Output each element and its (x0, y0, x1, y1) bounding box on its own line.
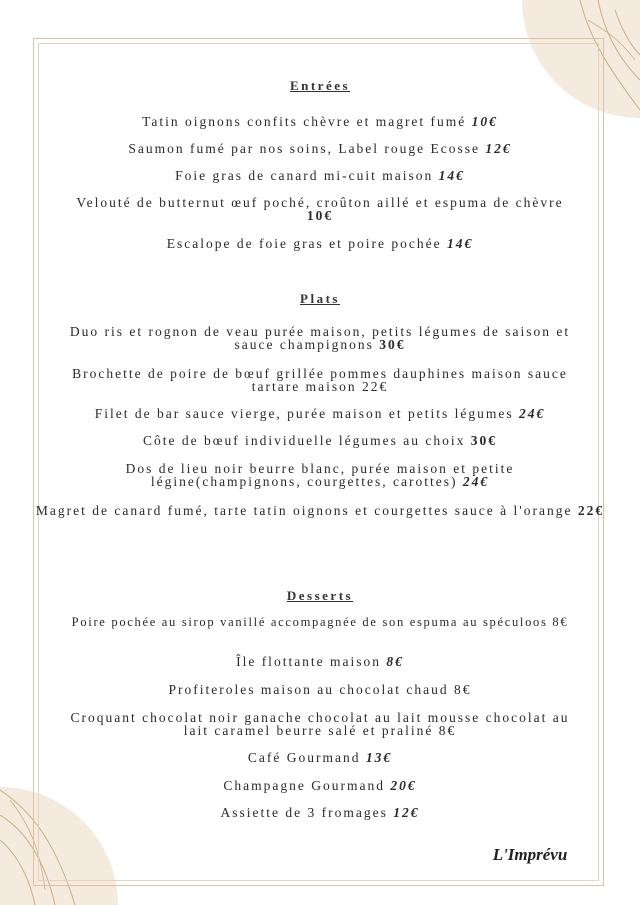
item-name: Escalope de foie gras et poire pochée (166, 236, 442, 251)
item-name: Champagne Gourmand (223, 778, 385, 793)
menu-item (40, 806, 600, 819)
item-name: Saumon fumé par nos soins, Label rouge Ecosse (128, 141, 481, 156)
item-name: Poire pochée au sirop vanillé accompagnée de son espuma au spéculoos (71, 615, 548, 629)
item-name: Brochette de poire de bœuf grillée pommes dauphines maison sauce tartare maison (72, 366, 568, 394)
item-price: 12€ (393, 805, 420, 820)
menu-item (40, 142, 600, 155)
item-price: 24€ (519, 406, 546, 421)
menu-item (40, 655, 600, 668)
menu-item (40, 325, 600, 351)
item-price: 22€ (577, 503, 605, 518)
menu-item (40, 751, 600, 764)
section-title-entrees: Entrées (289, 78, 351, 93)
item-name: Magret de canard fumé, tarte tatin oignons et courgettes sauce à l'orange (35, 503, 573, 518)
item-name: Duo ris et rognon de veau purée maison, petits légumes de saison et sauce champignons (69, 324, 571, 352)
item-name: Assiette de 3 fromages (220, 805, 388, 820)
item-name: Foie gras de canard mi-cuit maison (175, 168, 434, 183)
item-price: 8€ (454, 682, 472, 697)
item-name: Filet de bar sauce vierge, purée maison et petits légumes (94, 406, 514, 421)
menu-item (40, 616, 600, 629)
menu-item (40, 196, 600, 222)
item-price: 14€ (438, 168, 465, 183)
item-price: 10€ (306, 208, 334, 223)
menu-item (32, 504, 608, 517)
item-name: Croquant chocolat noir ganache chocolat au lait mousse chocolat au lait caramel beurre salé et praliné (70, 710, 570, 738)
item-price: 10€ (471, 114, 498, 129)
item-price: 8€ (438, 723, 457, 738)
item-price: 30€ (470, 433, 498, 448)
menu-item (40, 711, 600, 737)
item-price: 30€ (379, 337, 406, 352)
item-price: 8€ (552, 615, 569, 629)
item-name: Côte de bœuf individuelle légumes au choix (142, 433, 466, 448)
item-name: Profiteroles maison au chocolat chaud (168, 682, 449, 697)
menu-item (40, 115, 600, 128)
item-price: 13€ (365, 750, 393, 765)
item-price: 20€ (390, 778, 417, 793)
menu-item (40, 683, 600, 696)
section-title-desserts: Desserts (286, 588, 354, 603)
section-title-plats: Plats (300, 291, 340, 306)
menu-item (40, 462, 600, 488)
item-name: Café Gourmand (247, 750, 361, 765)
item-price: 12€ (485, 141, 512, 156)
item-name: Tatin oignons confits chèvre et magret fumé (142, 114, 467, 129)
menu-item (40, 237, 600, 250)
item-name: Île flottante maison (236, 654, 382, 669)
item-name: Velouté de butternut œuf poché, croûton aillé et espuma de chèvre (76, 195, 564, 210)
menu-item (40, 779, 600, 792)
menu-item (40, 407, 600, 420)
item-price: 14€ (447, 236, 474, 251)
menu-item (40, 367, 600, 393)
item-price: 22€ (361, 379, 389, 394)
item-price: 8€ (386, 654, 404, 669)
item-name: Dos de lieu noir beurre blanc, purée maison et petite légine(champignons, courgettes, carottes) (125, 461, 515, 489)
item-price: 24€ (462, 474, 490, 489)
menu-item (40, 169, 600, 182)
menu-item (40, 434, 600, 447)
restaurant-signature: L'Imprévu (492, 845, 568, 864)
